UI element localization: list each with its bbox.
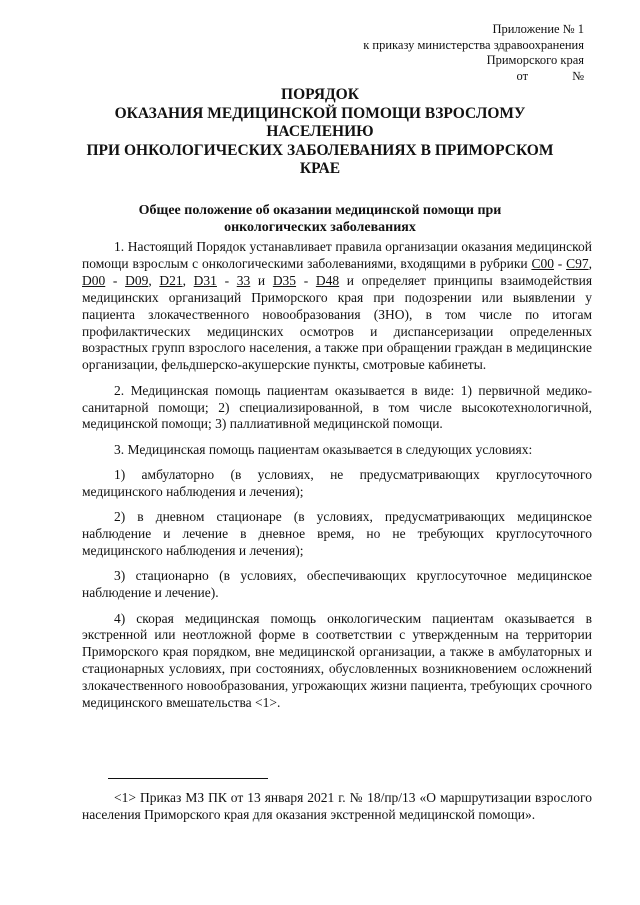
code-d09: D09 <box>125 272 149 288</box>
code-d48: D48 <box>315 272 340 288</box>
title-line-2: ОКАЗАНИЯ МЕДИЦИНСКОЙ ПОМОЩИ ВЗРОСЛОМУ <box>114 104 526 122</box>
appendix-order-reference: к приказу министерства здравоохранения <box>363 37 584 52</box>
code-c97: C97 <box>566 255 589 271</box>
code-d35: D35 <box>272 272 297 288</box>
paragraph-1-start: 1. Настоящий Порядок устанавливает правила организации оказания медицинской помощи взрослым с онкологическими заболеваниями, входящими в рубрики <box>82 239 592 271</box>
paragraph-2: 2. Медицинская помощь пациентам оказывается в виде: 1) первичной медико-санитарной помощи; 2) специализированной, в том числе высокотехнологичной, медицинской помощи; 3) паллиативной медицинской помощи. <box>82 382 592 432</box>
paragraph-1 <box>82 239 592 374</box>
section-heading-line-1: Общее положение об оказании медицинской помощи при <box>138 203 502 218</box>
appendix-date-number-line <box>363 69 584 85</box>
code-33: 33 <box>236 272 251 288</box>
separator: - <box>296 272 316 288</box>
section-heading <box>110 202 530 236</box>
paragraph-3-item-2: 2) в дневном стационаре (в условиях, предусматривающих медицинское наблюдение и лечение в дневное время, но не требующих круглосуточного медицинского наблюдения и лечения); <box>82 509 592 559</box>
appendix-header <box>363 22 584 84</box>
document-title <box>60 86 580 179</box>
title-line-3: НАСЕЛЕНИЮ <box>266 123 374 140</box>
appendix-number-label: № <box>572 68 584 83</box>
paragraph-3-item-1: 1) амбулаторно (в условиях, не предусматривающих круглосуточного медицинского наблюдения и лечения); <box>82 467 592 499</box>
document-body <box>82 239 592 720</box>
separator: и <box>250 272 273 288</box>
separator: - <box>216 272 237 288</box>
paragraph-1-end: и определяет принципы взаимодействия медицинских организаций Приморского края при подозрении или выявлении у пациента злокачественного новообразования (ЗНО), в том числе по итогам профилактических медицинских осмотров и диспансеризации определенных возрастных групп взрослого населения, а также при обращении граждан в медицинские организации, фельдшерско-акушерские пункты, смотровые кабинеты. <box>82 272 593 373</box>
paragraph-3-item-4: 4) скорая медицинская помощь онкологическим пациентам оказывается в экстренной или неотложной форме в соответствии с утвержденным на территории Приморского края порядком, вне медицинской организации, а также в амбулаторных и стационарных условиях, при состояниях, обусловленных возникновением осложнений злокачественного новообразования, угрожающих жизни пациента, требующих срочного медицинского вмешательства <1>. <box>82 610 592 711</box>
separator: , <box>148 272 160 288</box>
paragraph-3: 3. Медицинская помощь пациентам оказывается в следующих условиях: <box>114 441 533 457</box>
separator: , <box>182 272 194 288</box>
code-c00: C00 <box>531 255 554 271</box>
title-line-4: ПРИ ОНКОЛОГИЧЕСКИХ ЗАБОЛЕВАНИЯХ В ПРИМОРСКОМ <box>86 141 554 159</box>
code-d00: D00 <box>82 272 106 288</box>
separator: , <box>588 255 592 271</box>
title-line-5: КРАЕ <box>299 160 341 177</box>
code-d31: D31 <box>193 272 217 288</box>
appendix-from-label: от <box>516 68 529 83</box>
title-line-1: ПОРЯДОК <box>281 86 359 103</box>
separator: - <box>105 272 126 288</box>
separator: - <box>553 255 567 271</box>
appendix-region: Приморского края <box>486 53 584 67</box>
appendix-number: Приложение № 1 <box>492 22 584 36</box>
section-heading-line-2: онкологических заболеваниях <box>224 220 416 235</box>
footnote-divider <box>108 778 268 779</box>
footnote: <1> Приказ МЗ ПК от 13 января 2021 г. № 18/пр/13 «О маршрутизации взрослого населения Приморского края для оказания экстренной медицинской помощи». <box>82 790 592 822</box>
code-d21: D21 <box>159 272 183 288</box>
paragraph-3-item-3: 3) стационарно (в условиях, обеспечивающих круглосуточное медицинское наблюдение и лечение). <box>82 568 592 601</box>
